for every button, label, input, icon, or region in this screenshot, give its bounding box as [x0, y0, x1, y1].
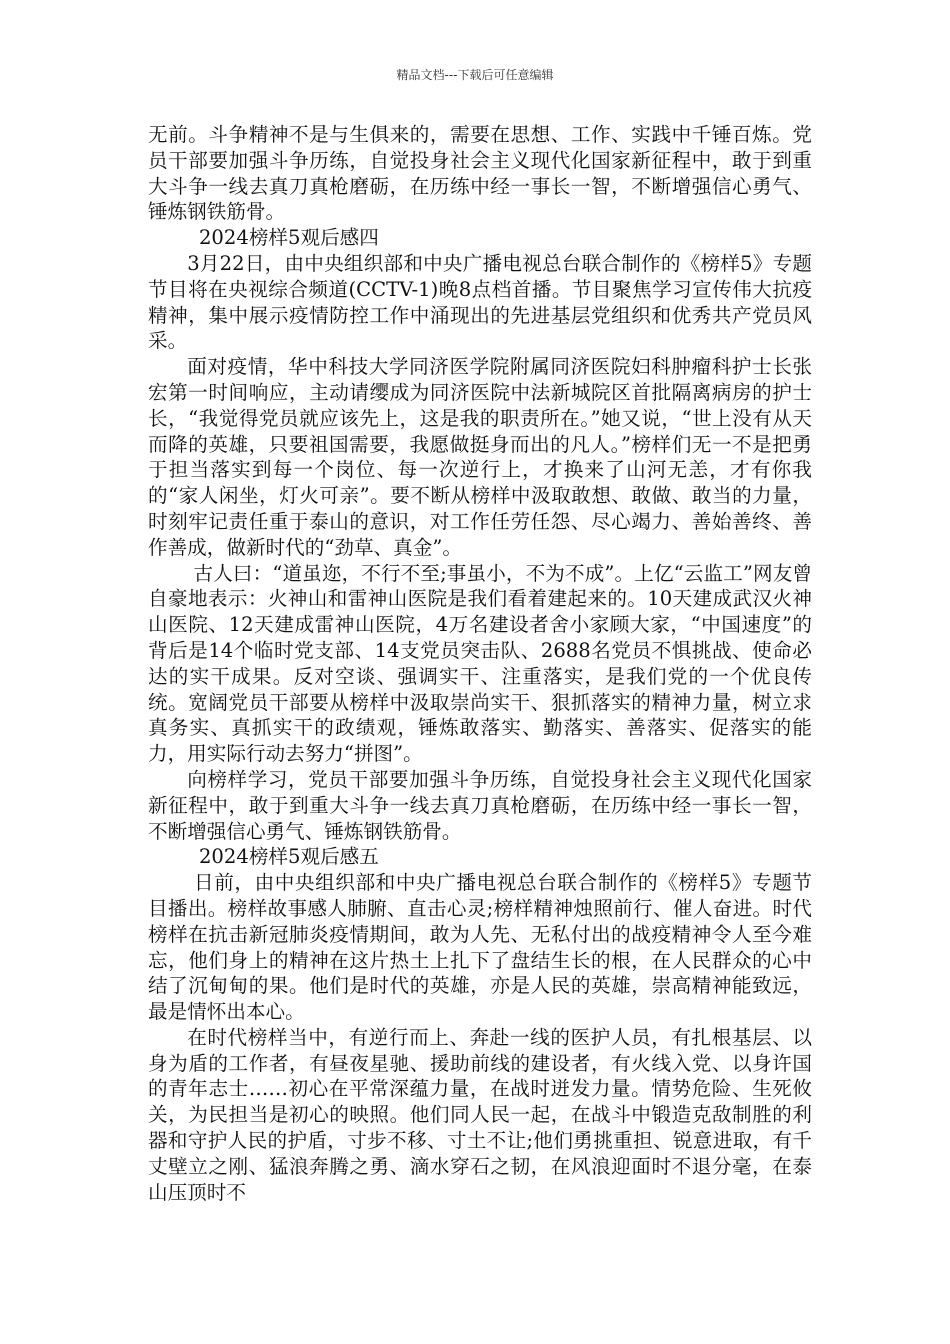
paragraph: 日前，由中央组织部和中央广播电视总台联合制作的《榜样5》专题节目播出。榜样故事感人肺腑、直击心灵;榜样精神烛照前行、催人奋进。时代榜样在抗击新冠肺炎疫情期间，敢为人先、无私付出的战疫精神令人至今难忘，他们身上的精神在这片热土上扎下了盘结生长的根，在人民群众的心中结了沉甸甸的果。他们是时代的英雄，亦是人民的英雄，崇高精神能致远，最是情怀出本心。	[148, 871, 812, 1024]
paragraph: 古人曰：“道虽迩，不行不至;事虽小，不为不成”。上亿“云监工”网友曾自豪地表示：火神山和雷神山医院是我们看着建起来的。10天建成武汉火神山医院、12天建成雷神山医院，4万名建设者舍小家顾大家，“中国速度”的背后是14个临时党支部、14支党员突击队、2688名党员不惧挑战、使命必达的实干成果。反对空谈、强调实干、注重落实，是我们党的一个优良传统。宽阔党员干部要从榜样中汲取崇尚实干、狠抓落实的精神力量，树立求真务实、真抓实干的政绩观，锤炼敢落实、勤落实、善落实、促落实的能力，用实际行动去努力“拼图”。	[148, 561, 812, 766]
paragraph: 无前。斗争精神不是与生俱来的，需要在思想、工作、实践中千锤百炼。党员干部要加强斗争历练，自觉投身社会主义现代化国家新征程中，敢于到重大斗争一线去真刀真枪磨砺，在历练中经一事长一智，不断增强信心勇气、锤炼钢铁筋骨。	[148, 123, 812, 224]
document-body	[148, 122, 812, 1205]
paragraph: 在时代榜样当中，有逆行而上、奔赴一线的医护人员，有扎根基层、以身为盾的工作者，有昼夜星驰、援助前线的建设者，有火线入党、以身许国的青年志士……初心在平常深蕴力量，在战时迸发力量。情势危险、生死攸关，为民担当是初心的映照。他们同人民一起，在战斗中锻造克敌制胜的利器和守护人民的护盾，寸步不移、寸土不让;他们勇挑重担、锐意进取，有千丈壁立之刚、猛浪奔腾之勇、滴水穿石之韧，在风浪迎面时不退分毫，在泰山压顶时不	[148, 1025, 812, 1204]
page-header: 精品文档---下载后可任意编辑	[396, 68, 554, 82]
paragraph: 面对疫情，华中科技大学同济医学院附属同济医院妇科肿瘤科护士长张宏第一时间响应，主动请缨成为同济医院中法新城院区首批隔离病房的护士长，“我觉得党员就应该先上，这是我的职责所在。”她又说，“世上没有从天而降的英雄，只要祖国需要，我愿做挺身而出的凡人。”榜样们无一不是把勇于担当落实到每一个岗位、每一次逆行上，才换来了山河无恙，才有你我的“家人闲坐，灯火可亲”。要不断从榜样中汲取敢想、敢做、敢当的力量，时刻牢记责任重于泰山的意识，对工作任劳任怨、尽心竭力、善始善终、善作善成，做新时代的“劲草、真金”。	[148, 355, 812, 559]
paragraph: 向榜样学习，党员干部要加强斗争历练，自觉投身社会主义现代化国家新征程中，敢于到重大斗争一线去真刀真枪磨砺，在历练中经一事长一智，不断增强信心勇气、锤炼钢铁筋骨。	[148, 767, 812, 843]
paragraph: 3月22日，由中央组织部和中央广播电视总台联合制作的《榜样5》专题节目将在央视综合频道(CCTV-1)晚8点档首播。节目聚焦学习宣传伟大抗疫精神，集中展示疫情防控工作中涌现出的先进基层党组织和优秀共产党员风采。	[148, 251, 812, 353]
section-heading: 2024榜样5观后感四	[198, 226, 379, 250]
section-heading: 2024榜样5观后感五	[198, 845, 379, 869]
